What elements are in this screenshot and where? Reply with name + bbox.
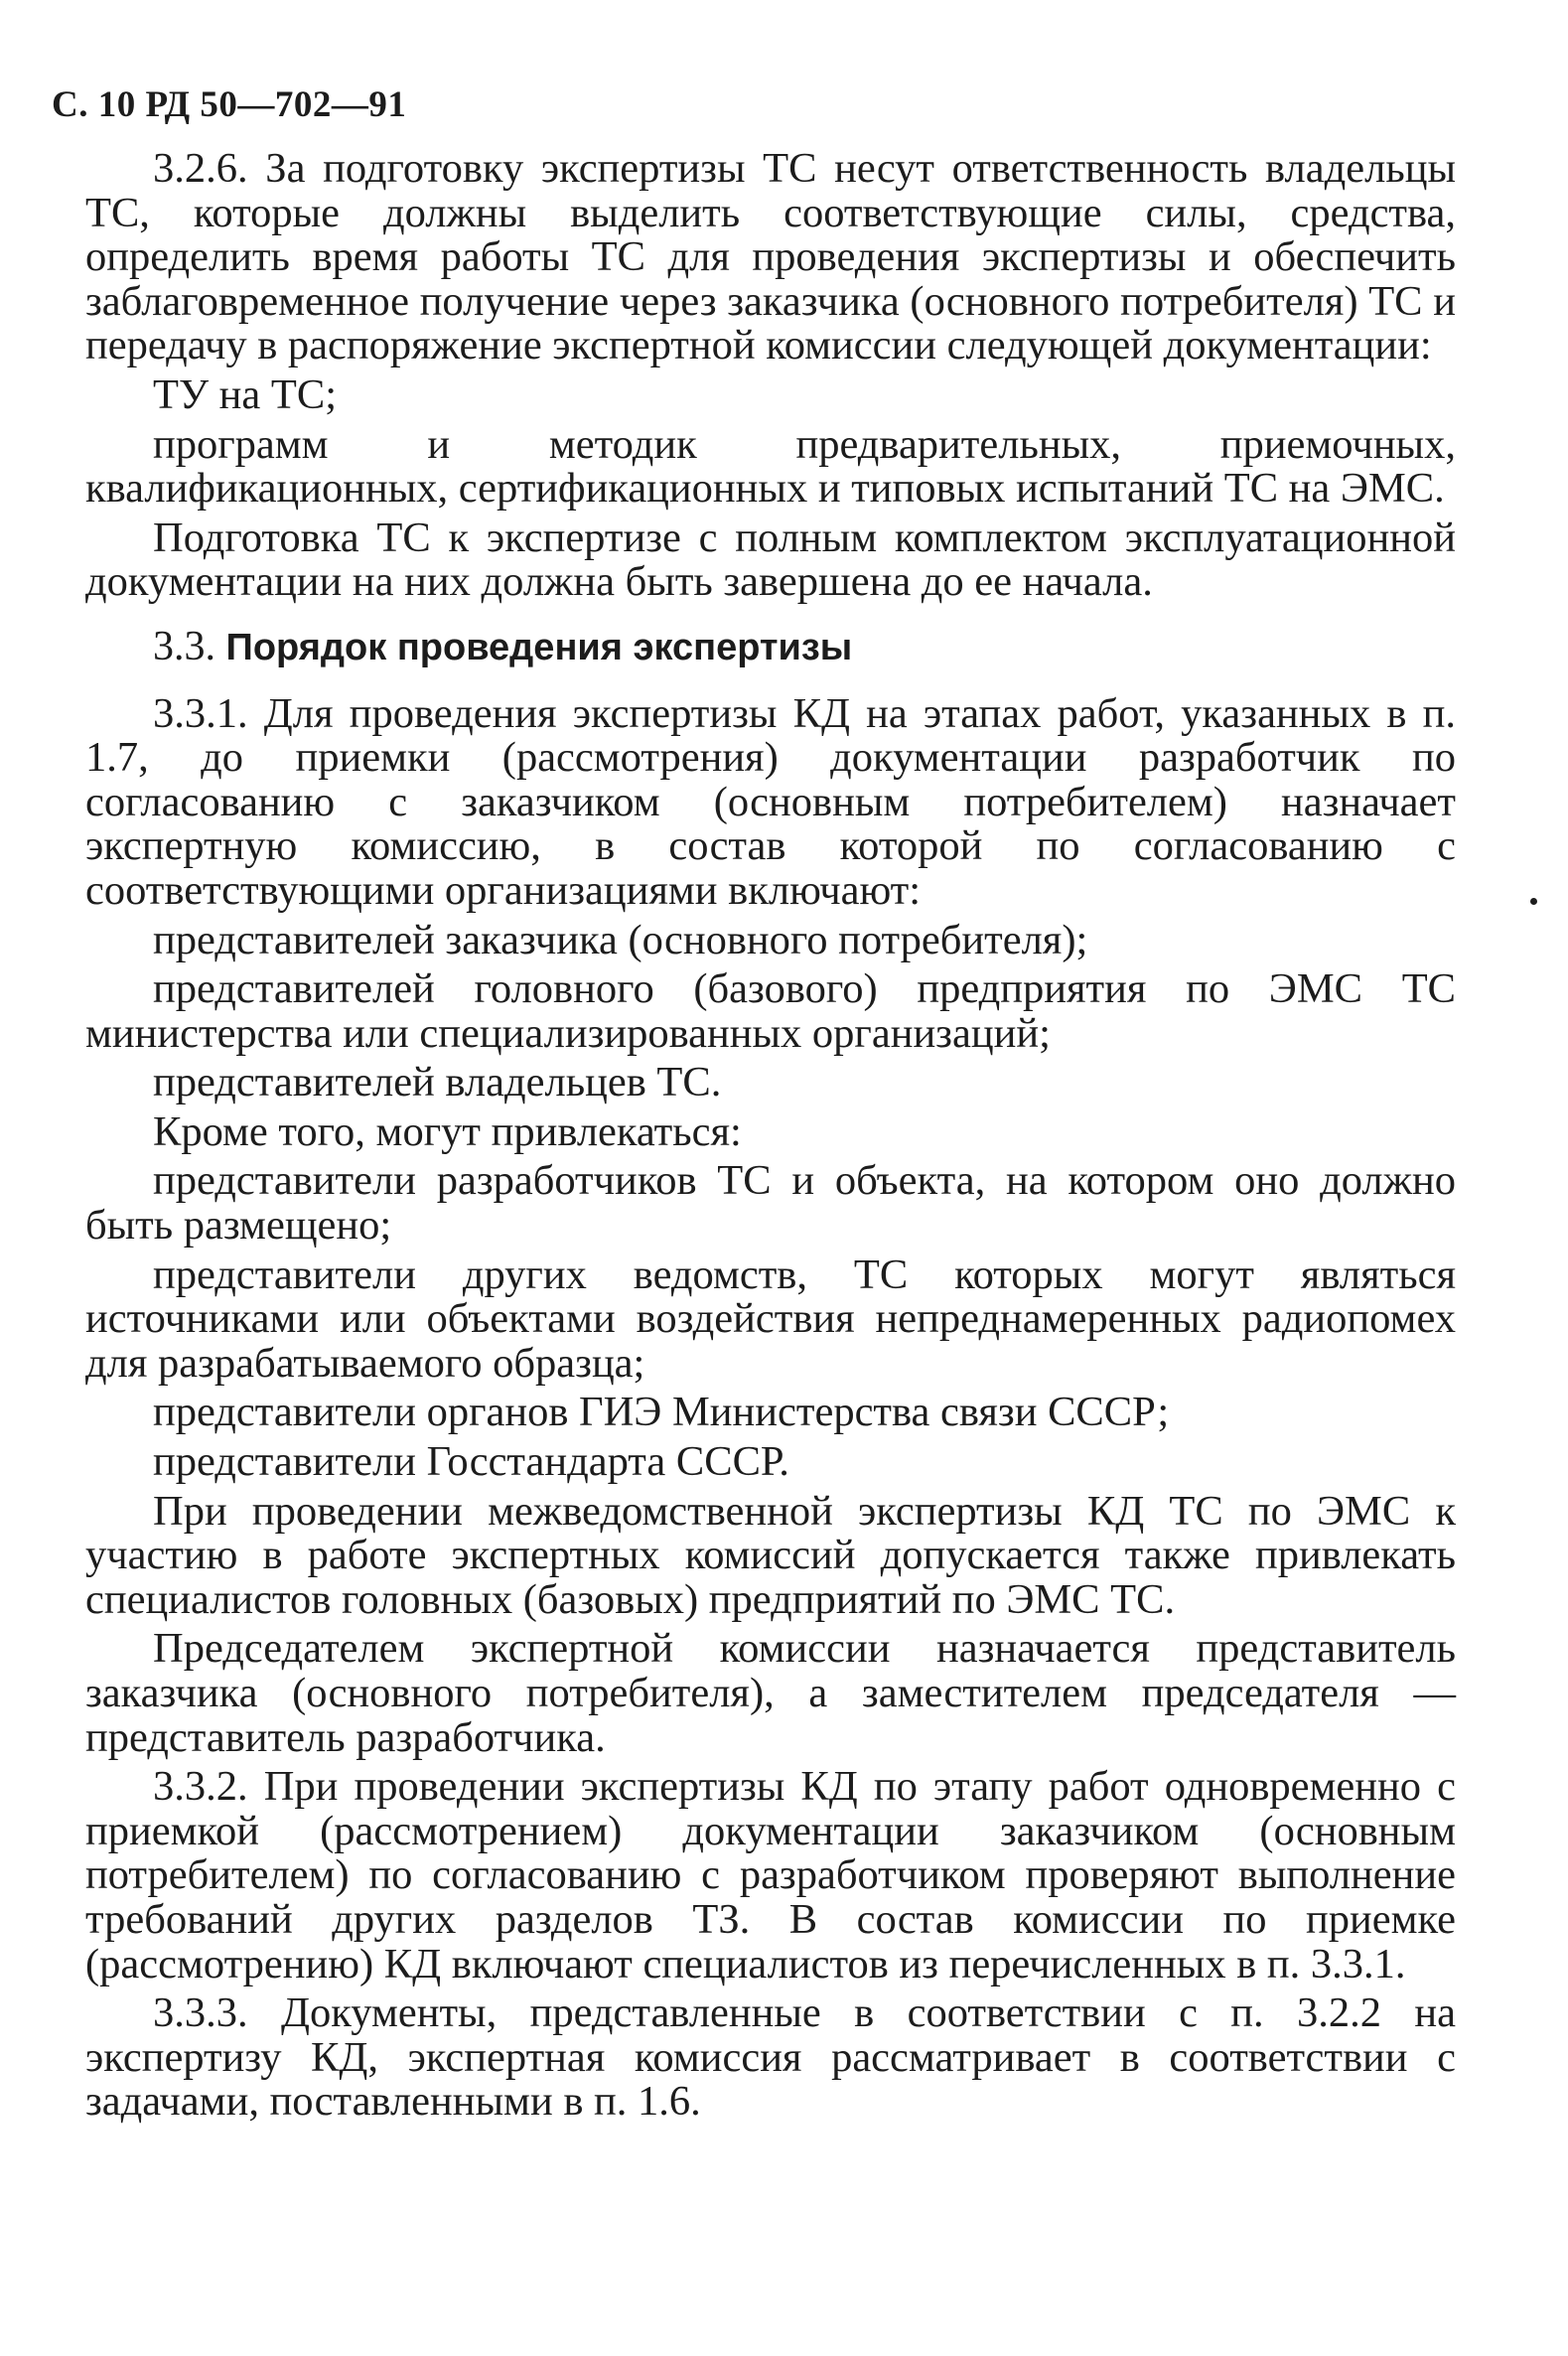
paragraph-3-3-3: 3.3.3. Документы, представленные в соответствии с п. 3.2.2 на экспертизу КД, экспертная комиссия рассматривает в соответствии с задачами, поставленными в п. 1.6. [85, 1989, 1456, 2126]
paragraph-3-2-6: 3.2.6. За подготовку экспертизы ТС несут ответственность владельцы ТС, которые должны выделить соответствующие силы, средства, определить время работы ТС для проведения экспертизы и обеспечить заблаговременное получение через заказчика (основного потребителя) ТС и передачу в распоряжение экспертной комиссии следующей документации: [85, 145, 1456, 369]
section-number: 3.3. [153, 623, 215, 669]
also-invited-item: представители органов ГИЭ Министерства связи СССР; [153, 1389, 1170, 1436]
doc-list-item: программ и методик предварительных, приемочных, квалификационных, сертификационных и типовых испытаний ТС на ЭМС. [85, 420, 1456, 513]
commission-member-item: представителей головного (базового) предприятия по ЭМС ТС министерства или специализированных организаций; [85, 965, 1456, 1057]
paragraph-interagency: При проведении межведомственной экспертизы КД ТС по ЭМС к участию в работе экспертных комиссий допускается также привлекать специалистов головных (базовых) предприятий по ЭМС ТС. [85, 1487, 1456, 1623]
also-invited-item: представители разработчиков ТС и объекта, на котором оно должно быть размещено; [85, 1157, 1456, 1250]
also-invited-item: представители других ведомств, ТС которых могут являться источниками или объектами воздействия непреднамеренных радиопомех для разрабатываемого образца; [85, 1251, 1456, 1387]
commission-member-item: представителей владельцев ТС. [153, 1059, 722, 1106]
document-body [85, 147, 1456, 2130]
paragraph-3-3-1: 3.3.1. Для проведения экспертизы КД на этапах работ, указанных в п. 1.7, до приемки (рассмотрения) документации разработчик по согласованию с заказчиком (основным потребителем) назначает экспертную комиссию, в состав которой по согласованию с соответствующими организациями включают: [85, 689, 1456, 914]
section-title: Порядок проведения экспертизы [225, 626, 853, 668]
paragraph-chairman: Председателем экспертной комиссии назначается представитель заказчика (основного потребителя), а заместителем председателя — представитель разработчика. [85, 1625, 1456, 1761]
paragraph-preparation: Подготовка ТС к экспертизе с полным комплектом эксплуатационной документации на них должна быть завершена до ее начала. [85, 514, 1456, 606]
paragraph-3-3-2: 3.3.2. При проведении экспертизы КД по этапу работ одновременно с приемкой (рассмотрением) документации заказчиком (основным потребителем) по согласованию с разработчиком проверяют выполнение требований других разделов ТЗ. В состав комиссии по приемке (рассмотрению) КД включают специалистов из перечисленных в п. 3.3.1. [85, 1763, 1456, 1988]
running-head: С. 10 РД 50—702—91 [52, 84, 407, 125]
commission-member-item: представителей заказчика (основного потребителя); [153, 916, 1088, 963]
margin-dot [1530, 898, 1537, 905]
also-invited-item: представители Госстандарта СССР. [153, 1438, 789, 1486]
section-heading-3-3 [85, 625, 1456, 670]
also-invited-intro: Кроме того, могут привлекаться: [153, 1107, 742, 1155]
doc-list-item: ТУ на ТС; [153, 370, 338, 418]
